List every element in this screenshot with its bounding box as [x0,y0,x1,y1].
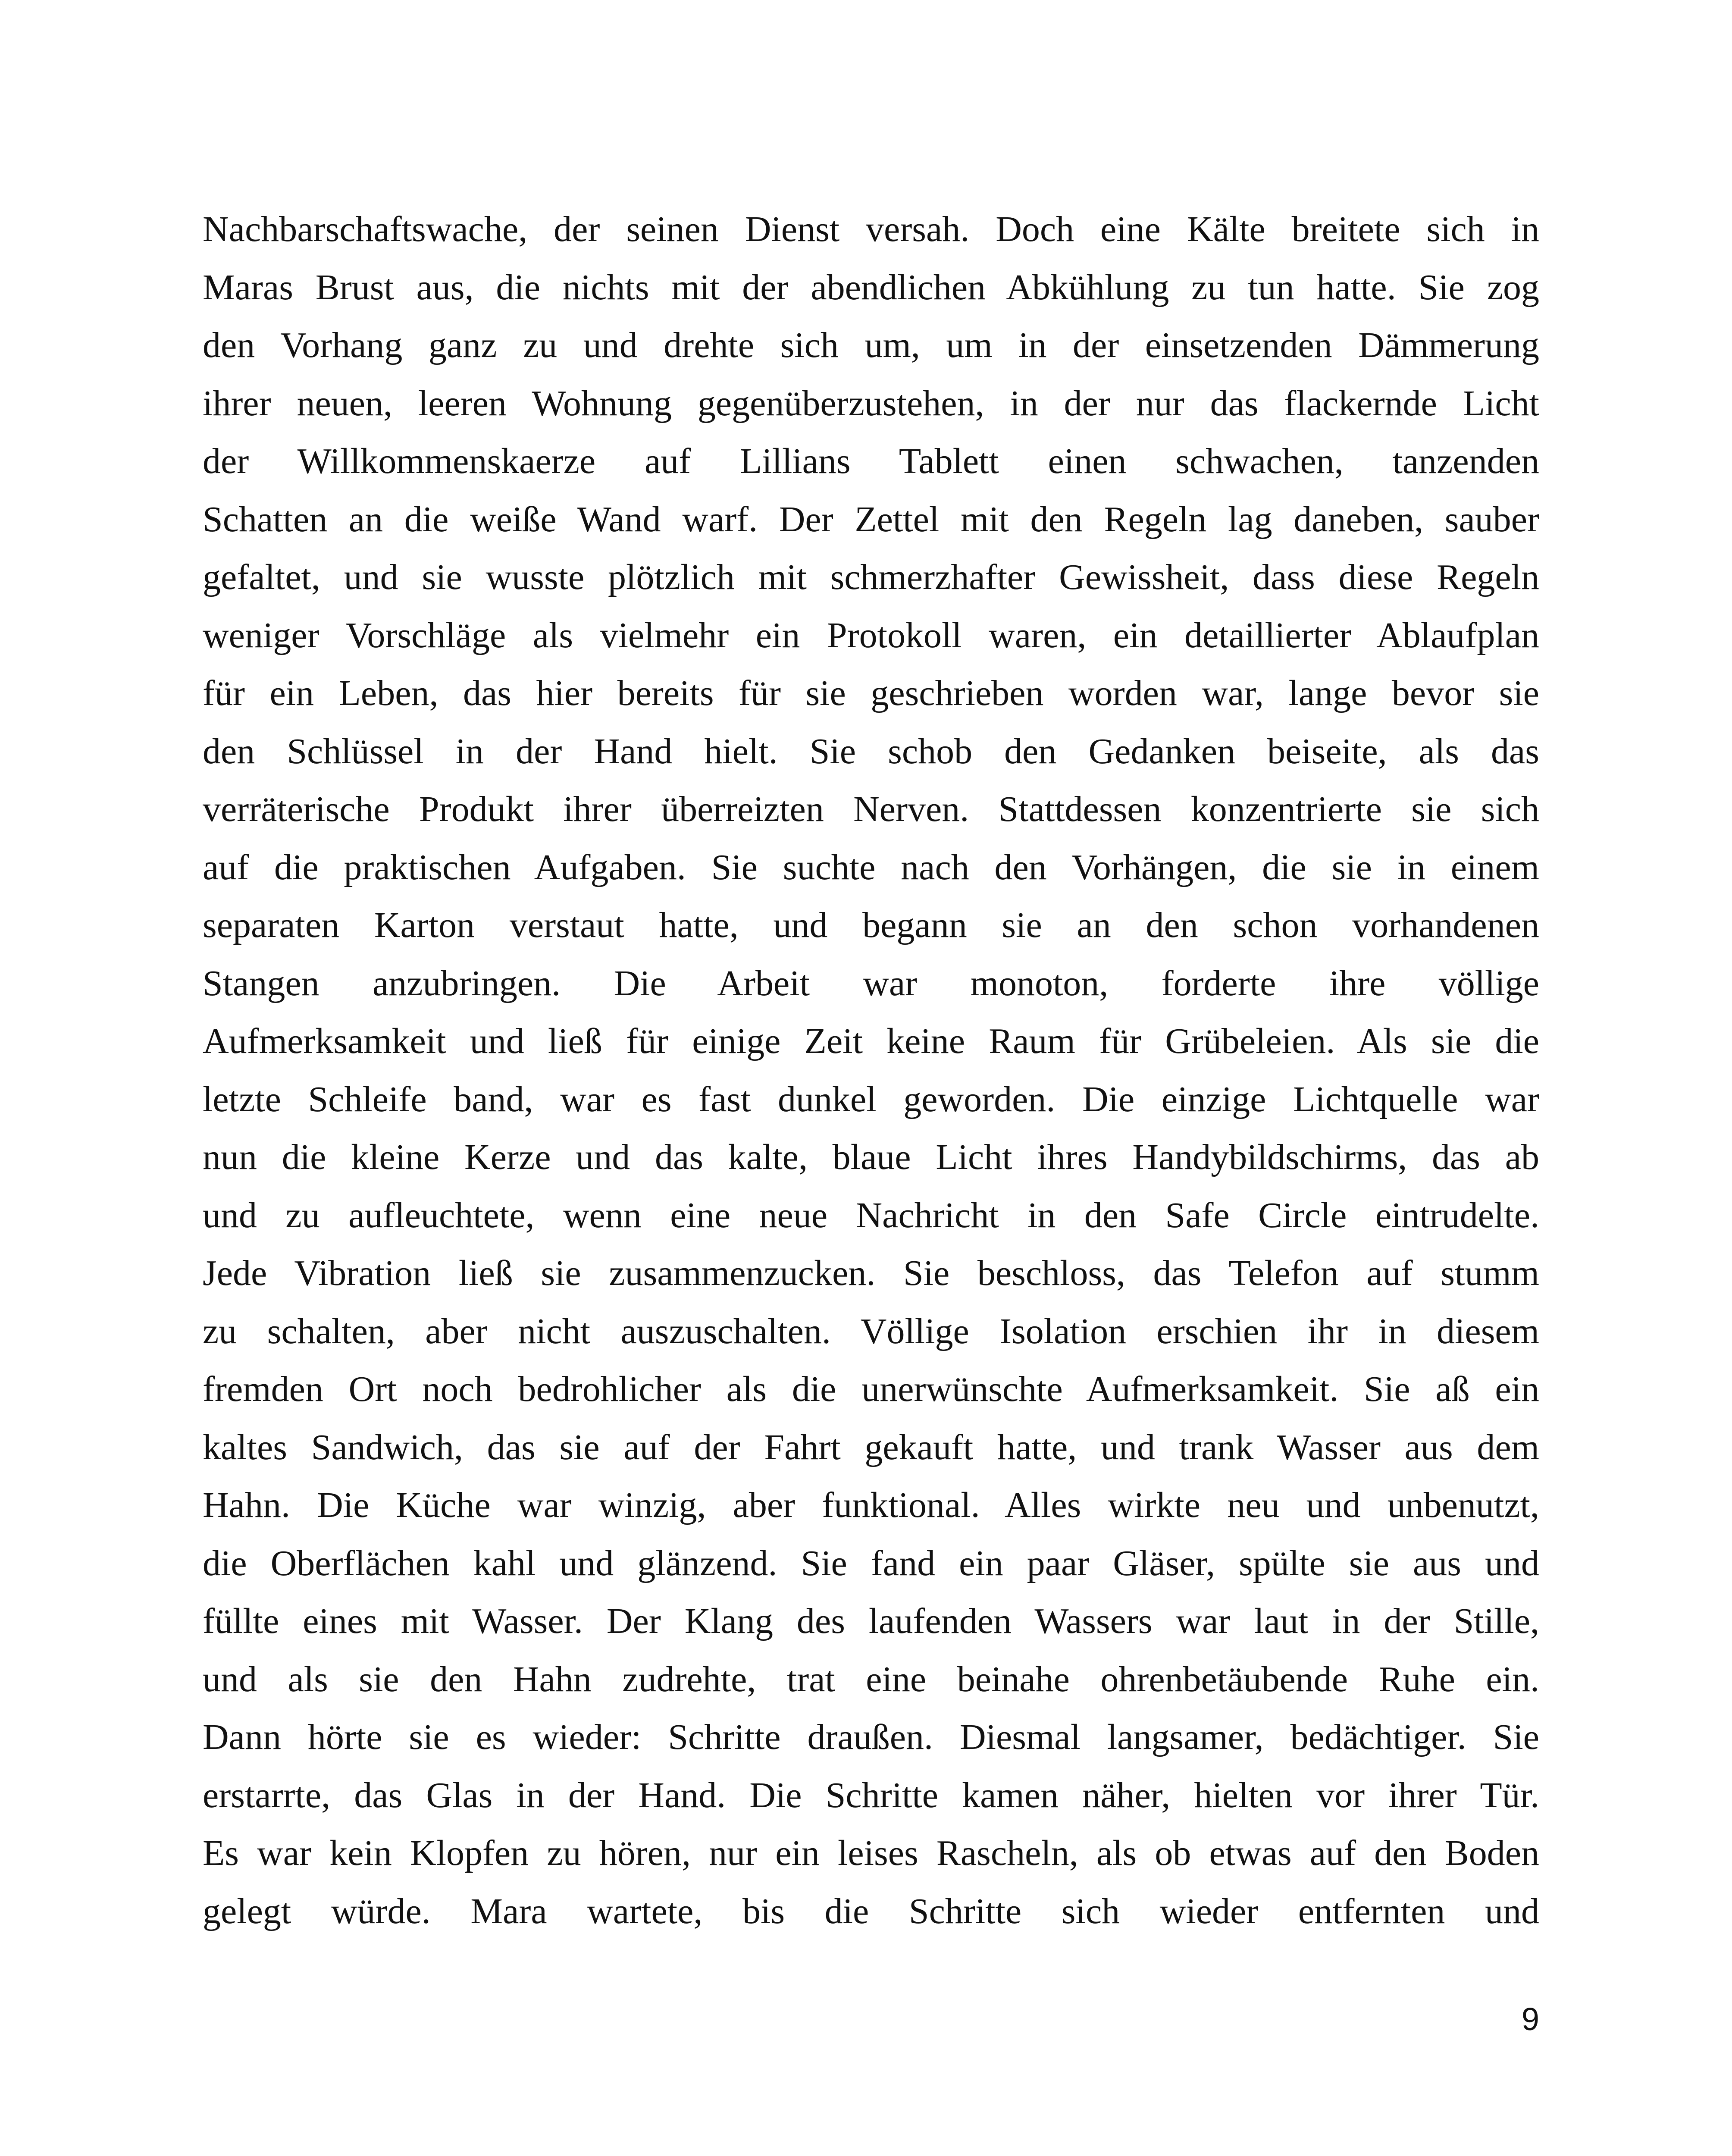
text-line: gefaltet, und sie wusste plötzlich mit schmerzhafter Gewissheit, dass diese Regeln [203,557,1539,597]
text-line: und als sie den Hahn zudrehte, trat eine beinahe ohrenbetäubende Ruhe ein. [203,1659,1539,1699]
text-line: Hahn. Die Küche war winzig, aber funktional. Alles wirkte neu und unbenutzt, [203,1485,1539,1525]
text-line: Aufmerksamkeit und ließ für einige Zeit keine Raum für Grübeleien. Als sie die [203,1021,1539,1061]
page-number: 9 [1521,2001,1539,2037]
text-line: kaltes Sandwich, das sie auf der Fahrt gekauft hatte, und trank Wasser aus dem [203,1427,1539,1467]
text-line: der Willkommenskaerze auf Lillians Tablett einen schwachen, tanzenden [203,441,1539,481]
text-line: die Oberflächen kahl und glänzend. Sie fand ein paar Gläser, spülte sie aus und [203,1543,1539,1583]
text-line: erstarrte, das Glas in der Hand. Die Schritte kamen näher, hielten vor ihrer Tür. [203,1775,1539,1815]
text-line: Dann hörte sie es wieder: Schritte draußen. Diesmal langsamer, bedächtiger. Sie [203,1717,1539,1757]
text-line: ihrer neuen, leeren Wohnung gegenüberzustehen, in der nur das flackernde Licht [203,383,1539,423]
text-line: für ein Leben, das hier bereits für sie geschrieben worden war, lange bevor sie [203,673,1539,713]
text-line: füllte eines mit Wasser. Der Klang des laufenden Wassers war laut in der Stille, [203,1601,1539,1641]
text-line: separaten Karton verstaut hatte, und begann sie an den schon vorhandenen [203,905,1539,945]
body-text [203,201,1539,1940]
text-line: Jede Vibration ließ sie zusammenzucken. Sie beschloss, das Telefon auf stumm [203,1253,1539,1293]
text-line: Maras Brust aus, die nichts mit der abendlichen Abkühlung zu tun hatte. Sie zog [203,267,1539,307]
text-line: Schatten an die weiße Wand warf. Der Zettel mit den Regeln lag daneben, sauber [203,499,1539,539]
text-line: zu schalten, aber nicht auszuschalten. Völlige Isolation erschien ihr in diesem [203,1311,1539,1351]
text-line: und zu aufleuchtete, wenn eine neue Nachricht in den Safe Circle eintrudelte. [203,1195,1539,1235]
text-line: nun die kleine Kerze und das kalte, blaue Licht ihres Handybildschirms, das ab [203,1137,1539,1177]
text-line: weniger Vorschläge als vielmehr ein Protokoll waren, ein detaillierter Ablaufplan [203,615,1539,655]
text-line: den Vorhang ganz zu und drehte sich um, um in der einsetzenden Dämmerung [203,325,1539,365]
text-line: gelegt würde. Mara wartete, bis die Schritte sich wieder entfernten und [203,1891,1539,1931]
text-line: verräterische Produkt ihrer überreizten Nerven. Stattdessen konzentrierte sie sich [203,789,1539,829]
text-line: auf die praktischen Aufgaben. Sie suchte nach den Vorhängen, die sie in einem [203,847,1539,887]
text-line: letzte Schleife band, war es fast dunkel geworden. Die einzige Lichtquelle war [203,1079,1539,1119]
text-line: fremden Ort noch bedrohlicher als die unerwünschte Aufmerksamkeit. Sie aß ein [203,1369,1539,1409]
text-line: Es war kein Klopfen zu hören, nur ein leises Rascheln, als ob etwas auf den Boden [203,1833,1539,1873]
text-line: Stangen anzubringen. Die Arbeit war monoton, forderte ihre völlige [203,963,1539,1003]
text-line: den Schlüssel in der Hand hielt. Sie schob den Gedanken beiseite, als das [203,731,1539,771]
text-line: Nachbarschaftswache, der seinen Dienst versah. Doch eine Kälte breitete sich in [203,209,1539,249]
